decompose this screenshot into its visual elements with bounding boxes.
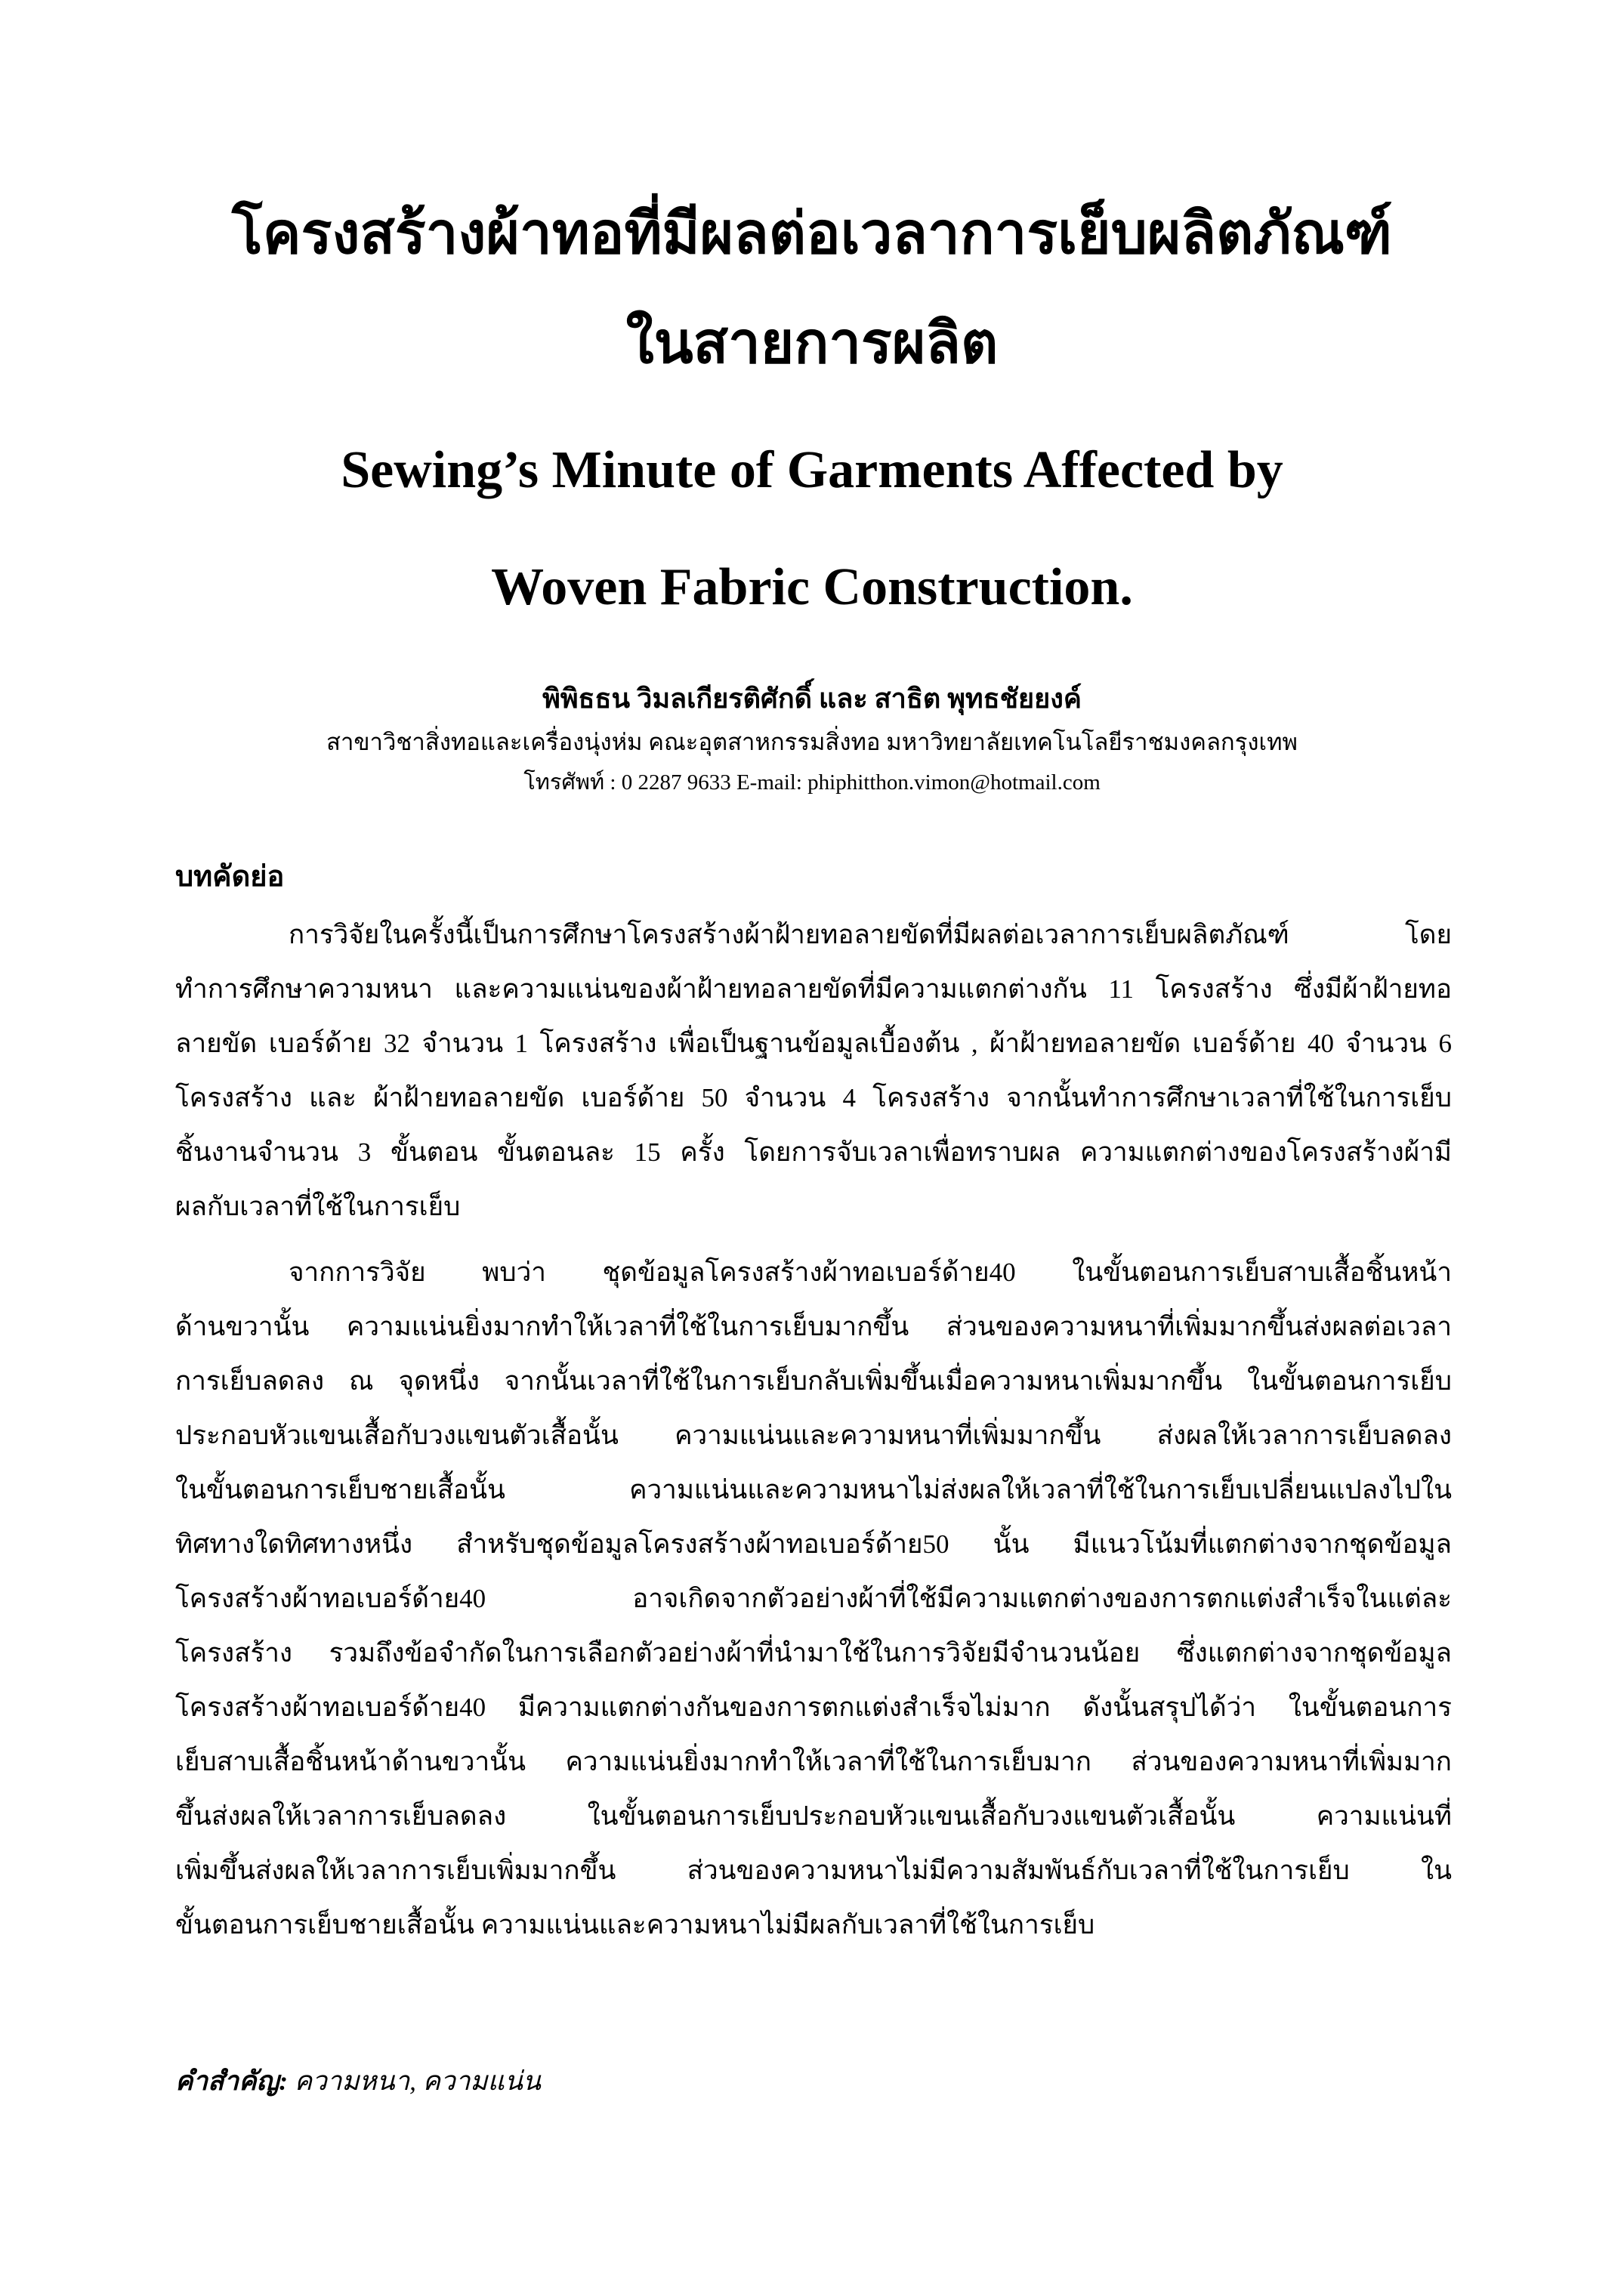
english-title-line-2: Woven Fabric Construction. bbox=[491, 558, 1133, 616]
paragraph-line: โครงสร้าง และ ผ้าฝ้ายทอลายขัด เบอร์ด้าย 50 จำนวน 4 โครงสร้าง จากนั้นทำการศึกษาเวลาที่ใช้ในการเย็บ bbox=[175, 1083, 1452, 1113]
paragraph-line: เพิ่มขึ้นส่งผลให้เวลาการเย็บเพิ่มมากขึ้น ส่วนของความหนาไม่มีความสัมพันธ์กับเวลาที่ใช้ในการเย็บ ใน bbox=[175, 1856, 1452, 1885]
abstract-heading: บทคัดย่อ bbox=[175, 861, 285, 893]
paragraph-line: ในขั้นตอนการเย็บชายเสื้อนั้น ความแน่นและความหนาไม่ส่งผลให้เวลาที่ใช้ในการเย็บเปลี่ยนแปลงไปใน bbox=[175, 1475, 1452, 1504]
paragraph-line: ชิ้นงานจำนวน 3 ขั้นตอน ขั้นตอนละ 15 ครั้ง โดยการจับเวลาเพื่อทราบผล ความแตกต่างของโครงสร้างผ้ามี bbox=[175, 1137, 1452, 1167]
keywords-label: คำสำคัญ: bbox=[175, 2066, 288, 2096]
paragraph-line: ขั้นตอนการเย็บชายเสื้อนั้น ความแน่นและความหนาไม่มีผลกับเวลาที่ใช้ในการเย็บ bbox=[175, 1910, 1095, 1940]
paragraph-line: โครงสร้างผ้าทอเบอร์ด้าย40 อาจเกิดจากตัวอย่างผ้าที่ใช้มีความแตกต่างของการตกแต่งสำเร็จในแต่ละ bbox=[175, 1584, 1452, 1613]
keywords bbox=[175, 2059, 541, 2104]
paragraph-line: ลายขัด เบอร์ด้าย 32 จำนวน 1 โครงสร้าง เพื่อเป็นฐานข้อมูลเบื้องต้น , ผ้าฝ้ายทอลายขัด เบอร์ด้าย 40 จำนวน 6 bbox=[175, 1029, 1452, 1058]
paragraph-line: การวิจัยในครั้งนี้เป็นการศึกษาโครงสร้างผ้าฝ้ายทอลายขัดที่มีผลต่อเวลาการเย็บผลิตภัณฑ์ โดย bbox=[289, 920, 1452, 949]
paragraph-line: การเย็บลดลง ณ จุดหนึ่ง จากนั้นเวลาที่ใช้ในการเย็บกลับเพิ่มขึ้นเมื่อความหนาเพิ่มมากขึ้น ในขั้นตอนการเย็บ bbox=[175, 1366, 1452, 1396]
paragraph-line: ทำการศึกษาความหนา และความแน่นของผ้าฝ้ายทอลายขัดที่มีความแตกต่างกัน 11 โครงสร้าง ซึ่งมีผ้าฝ้ายทอ bbox=[175, 974, 1452, 1004]
abstract-paragraph-1 bbox=[175, 908, 1452, 1234]
english-title-line-1: Sewing’s Minute of Garments Affected by bbox=[341, 441, 1283, 499]
affiliation: สาขาวิชาสิ่งทอและเครื่องนุ่งห่ม คณะอุตสาหกรรมสิ่งทอ มหาวิทยาลัยเทคโนโลยีราชมงคลกรุงเทพ bbox=[326, 729, 1298, 755]
abstract-paragraph-2 bbox=[175, 1245, 1452, 1952]
keywords-values: ความหนา, ความแน่น bbox=[287, 2066, 541, 2096]
paragraph-line: ผลกับเวลาที่ใช้ในการเย็บ bbox=[175, 1192, 461, 1221]
thai-title-line-2: ในสายการผลิต bbox=[625, 312, 999, 375]
paragraph-line: ด้านขวานั้น ความแน่นยิ่งมากทำให้เวลาที่ใช้ในการเย็บมากขึ้น ส่วนของความหนาที่เพิ่มมากขึ้นส่งผลต่อเวลา bbox=[175, 1312, 1452, 1341]
paragraph-line: โครงสร้าง รวมถึงข้อจำกัดในการเลือกตัวอย่างผ้าที่นำมาใช้ในการวิจัยมีจำนวนน้อย ซึ่งแตกต่างจากชุดข้อมูล bbox=[175, 1638, 1452, 1668]
authors: พิพิธธน วิมลเกียรติศักดิ์ และ สาธิต พุทธชัยยงค์ bbox=[542, 684, 1082, 714]
thai-title-line-1: โครงสร้างผ้าทอที่มีผลต่อเวลาการเย็บผลิตภัณฑ์ bbox=[231, 202, 1393, 266]
paragraph-line: ประกอบหัวแขนเสื้อกับวงแขนตัวเสื้อนั้น ความแน่นและความหนาที่เพิ่มมากขึ้น ส่งผลให้เวลาการเย็บลดลง bbox=[175, 1421, 1452, 1450]
contact-info: โทรศัพท์ : 0 2287 9633 E-mail: phiphitthon.vimon@hotmail.com bbox=[523, 770, 1101, 795]
paragraph-line: โครงสร้างผ้าทอเบอร์ด้าย40 มีความแตกต่างกันของการตกแต่งสำเร็จไม่มาก ดังนั้นสรุปได้ว่า ในขั้นตอนการ bbox=[175, 1693, 1452, 1722]
paragraph-line: จากการวิจัย พบว่า ชุดข้อมูลโครงสร้างผ้าทอเบอร์ด้าย40 ในขั้นตอนการเย็บสาบเสื้อชิ้นหน้า bbox=[289, 1258, 1452, 1287]
paragraph-line: เย็บสาบเสื้อชิ้นหน้าด้านขวานั้น ความแน่นยิ่งมากทำให้เวลาที่ใช้ในการเย็บมาก ส่วนของความหนาที่เพิ่มมาก bbox=[175, 1747, 1452, 1776]
paragraph-line: ทิศทางใดทิศทางหนึ่ง สำหรับชุดข้อมูลโครงสร้างผ้าทอเบอร์ด้าย50 นั้น มีแนวโน้มที่แตกต่างจากชุดข้อมูล bbox=[175, 1529, 1452, 1559]
paragraph-line: ขึ้นส่งผลให้เวลาการเย็บลดลง ในขั้นตอนการเย็บประกอบหัวแขนเสื้อกับวงแขนตัวเสื้อนั้น ความแน่นที่ bbox=[175, 1801, 1452, 1831]
